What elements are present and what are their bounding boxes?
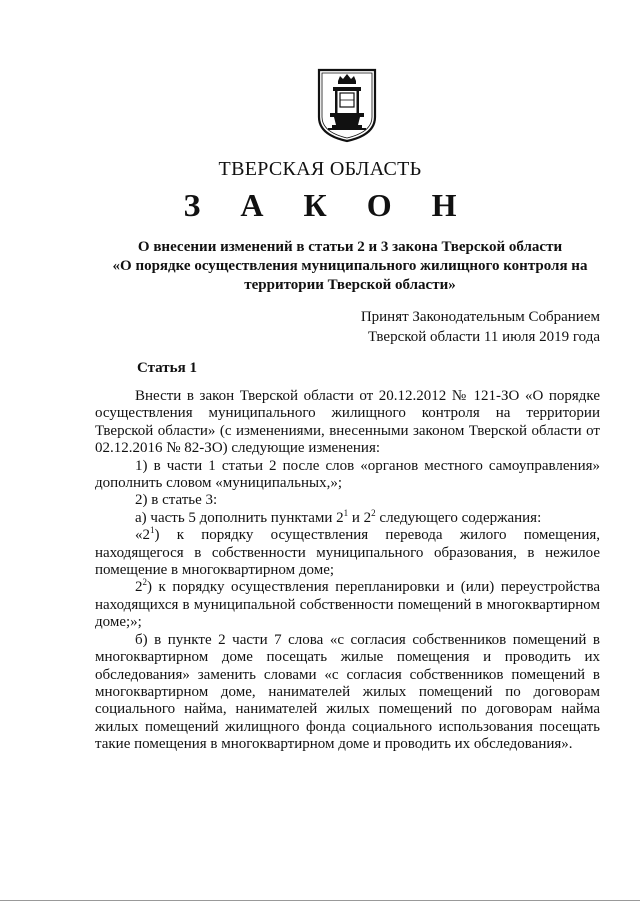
article-heading: Статья 1 [137,360,197,376]
paragraph-text: и 2 [348,509,372,526]
paragraph-text: ) к порядку осуществления перевода жилого помещения, находящегося в собственности муниципального образования, в нежилое помещение в многоквартирном доме; [95,527,600,579]
law-subject-line: «О порядке осуществления муниципального жилищного контроля на [112,258,588,274]
superscript: 1 [343,507,349,518]
paragraph-text: 2 [135,579,143,596]
paragraph: Внести в закон Тверской области от 20.12.2012 № 121-ЗО «О порядке осуществления муниципального жилищного контроля на территории Тверской области» (с изменениями, внесенными законом Тверской области от 02.12.2016 № 82-ЗО) следующие изменения: [95,388,600,457]
adoption-line: Принят Законодательным Собранием [360,309,600,325]
article-body [95,388,600,754]
paragraph-text: следующего содержания: [375,509,542,526]
adoption-note [361,308,600,347]
law-subject-line: территории Тверской области» [244,277,456,293]
paragraph [95,579,600,631]
paragraph-text: ) к порядку осуществления перепланировки и (или) переустройства находящихся в муниципальной собственности помещений в многоквартирном доме;»; [95,579,600,631]
paragraph: 2) в статье 3: [135,492,218,509]
superscript: 2 [142,577,147,588]
paragraph-text: а) часть 5 дополнить пунктами 2 [135,509,344,526]
paragraph: 1) в части 1 статьи 2 после слов «органов местного самоуправления» дополнить словом «муниципальных,»; [95,457,600,492]
adoption-line: Тверской области 11 июля 2019 года [368,328,600,345]
superscript: 2 [371,507,376,518]
region-name: ТВЕРСКАЯ ОБЛАСТЬ [218,158,422,180]
paragraph [95,507,600,527]
paragraph-text: «2 [135,527,150,544]
law-subject-line: О внесении изменений в статьи 2 и 3 закона Тверской области [137,239,563,255]
paragraph: б) в пункте 2 части 7 слова «с согласия собственников помещений в многоквартирном доме посещать жилые помещения и проводить их обследования» заменить словами «с согласия собственников помещений в многоквартирном доме, нанимателей жилых помещений по договорам социального найма, нанимателей жилых помещений по договорам найма жилых помещений жилищного фонда социального использования посещать такие помещения в многоквартирном доме и проводить их обследования». [95,631,600,753]
law-title: З А К О Н [183,187,473,223]
scan-edge-rule [0,900,640,901]
paragraph [95,527,600,579]
law-subject [80,238,620,295]
superscript: 1 [150,525,155,536]
coat-of-arms-icon [316,67,378,143]
